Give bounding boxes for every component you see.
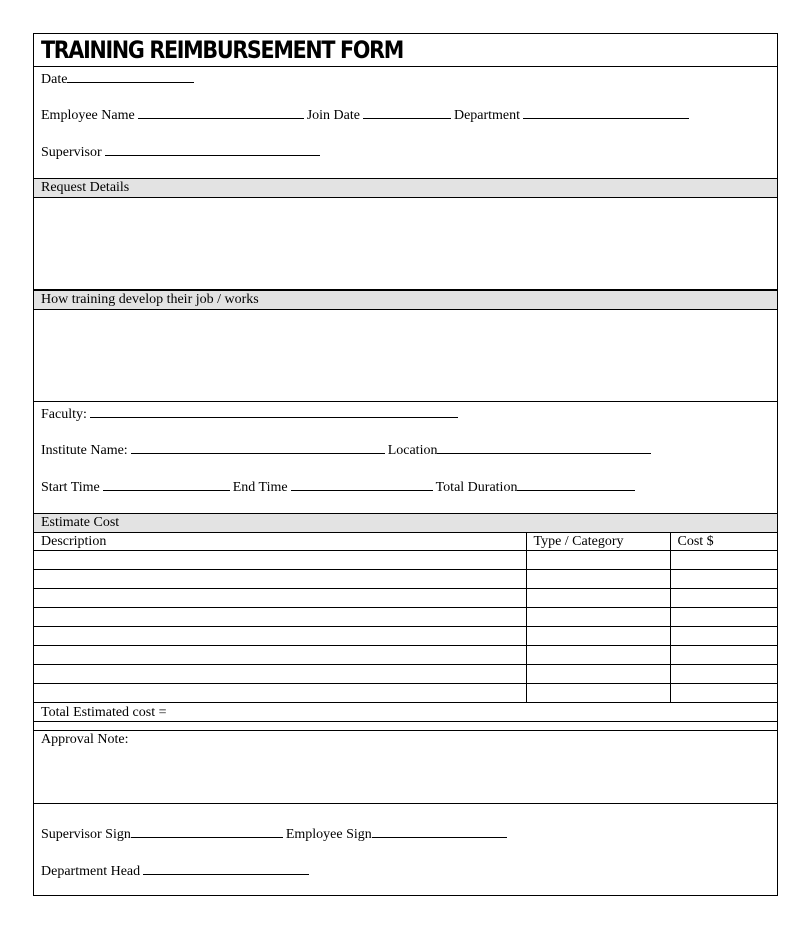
end-time-field[interactable] — [291, 477, 433, 491]
type-cell[interactable] — [526, 589, 670, 608]
department-label: Department — [453, 108, 521, 123]
form-title: TRAINING REIMBURSEMENT FORM — [41, 36, 403, 64]
type-cell[interactable] — [526, 570, 670, 589]
institute-name-field[interactable] — [131, 440, 385, 454]
cost-cell[interactable] — [670, 608, 777, 627]
description-column-header: Description — [34, 532, 526, 551]
how-training-header — [34, 290, 777, 310]
form-title-bar — [34, 34, 777, 67]
request-details-header — [34, 178, 777, 198]
date-field[interactable] — [67, 69, 194, 83]
description-cell[interactable] — [34, 684, 526, 703]
employee-sign-field[interactable] — [372, 824, 507, 838]
approval-note-label: Approval Note: — [41, 732, 129, 747]
cost-cell[interactable] — [670, 665, 777, 684]
type-cell[interactable] — [526, 665, 670, 684]
total-estimated-cost-label[interactable]: Total Estimated cost = — [34, 703, 777, 722]
cost-cell[interactable] — [670, 589, 777, 608]
cost-cell[interactable] — [670, 646, 777, 665]
table-row — [34, 551, 777, 570]
cost-column-header: Cost $ — [670, 532, 777, 551]
description-cell[interactable] — [34, 665, 526, 684]
reimbursement-form — [33, 33, 778, 896]
supervisor-sign-label: Supervisor Sign — [41, 827, 131, 842]
start-time-field[interactable] — [103, 477, 230, 491]
type-cell[interactable] — [526, 608, 670, 627]
description-cell[interactable] — [34, 589, 526, 608]
cost-table-header-row — [34, 532, 777, 551]
table-row — [34, 589, 777, 608]
supervisor-sign-field[interactable] — [131, 824, 283, 838]
cost-table — [34, 532, 777, 731]
total-duration-field[interactable] — [517, 477, 635, 491]
cost-cell[interactable] — [670, 684, 777, 703]
join-date-field[interactable] — [363, 105, 451, 119]
department-head-line — [41, 861, 312, 880]
training-info-block — [34, 402, 777, 513]
supervisor-label: Supervisor — [41, 145, 102, 160]
cost-cell[interactable] — [670, 570, 777, 589]
description-cell[interactable] — [34, 551, 526, 570]
table-row — [34, 665, 777, 684]
supervisor-line — [41, 142, 323, 161]
description-cell[interactable] — [34, 646, 526, 665]
table-row — [34, 608, 777, 627]
description-cell[interactable] — [34, 608, 526, 627]
faculty-field[interactable] — [90, 404, 458, 418]
estimate-cost-header — [34, 513, 777, 533]
location-field[interactable] — [437, 440, 651, 454]
date-line — [41, 69, 197, 88]
how-training-area[interactable] — [34, 310, 777, 402]
employee-line — [41, 105, 692, 124]
request-details-area[interactable] — [34, 198, 777, 290]
supervisor-field[interactable] — [105, 142, 320, 156]
table-row — [34, 570, 777, 589]
total-duration-label: Total Duration — [435, 480, 518, 495]
sign-line — [41, 824, 510, 843]
approval-note-area[interactable] — [34, 730, 777, 804]
request-details-label: Request Details — [41, 180, 130, 195]
type-cell[interactable] — [526, 551, 670, 570]
total-row — [34, 703, 777, 722]
type-cell[interactable] — [526, 646, 670, 665]
table-row — [34, 684, 777, 703]
description-cell[interactable] — [34, 627, 526, 646]
employee-name-field[interactable] — [138, 105, 304, 119]
employee-info-block — [34, 67, 777, 178]
cost-cell[interactable] — [670, 627, 777, 646]
table-row — [34, 646, 777, 665]
cost-cell[interactable] — [670, 551, 777, 570]
institute-name-label: Institute Name: — [41, 443, 128, 458]
faculty-line — [41, 404, 461, 423]
signatures-block — [34, 804, 777, 895]
department-head-label: Department Head — [41, 864, 141, 879]
join-date-label: Join Date — [306, 108, 360, 123]
table-row — [34, 627, 777, 646]
start-time-label: Start Time — [41, 480, 100, 495]
type-cell[interactable] — [526, 684, 670, 703]
date-label: Date — [41, 72, 68, 87]
description-cell[interactable] — [34, 570, 526, 589]
estimate-cost-label: Estimate Cost — [41, 515, 120, 530]
location-label: Location — [387, 443, 438, 458]
employee-sign-label: Employee Sign — [285, 827, 372, 842]
type-category-column-header: Type / Category — [526, 532, 670, 551]
how-training-label: How training develop their job / works — [41, 292, 259, 307]
employee-name-label: Employee Name — [41, 108, 135, 123]
end-time-label: End Time — [232, 480, 288, 495]
type-cell[interactable] — [526, 627, 670, 646]
department-head-field[interactable] — [143, 861, 309, 875]
faculty-label: Faculty: — [41, 407, 87, 422]
department-field[interactable] — [523, 105, 689, 119]
institute-line — [41, 440, 654, 459]
time-line — [41, 477, 638, 496]
